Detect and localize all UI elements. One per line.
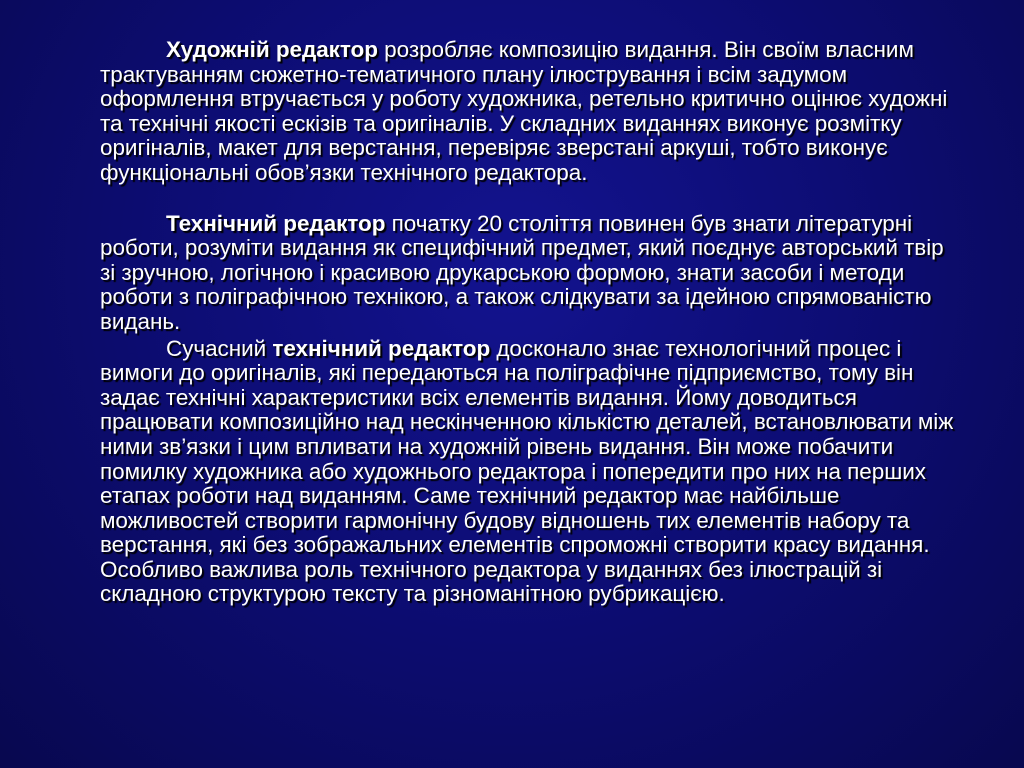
paragraph-technical-editor-history [100,212,962,335]
paragraph-technical-editor-history-text: початку 20 століття повинен був знати літературні роботи, розуміти видання як специфічний предмет, який поєднує авторський твір зі зручною, логічною і красивою друкарською формою, знати засоби і методи роботи з поліграфічною технікою, а також слідкувати за ідейною спрямованістю видань. [100,210,944,334]
term-modern-technical-editor: технічний редактор [272,335,491,361]
term-art-editor: Художній редактор [166,37,378,62]
paragraph-modern-technical-editor-text: досконало знає технологічний процес і вимоги до оригіналів, які передаються на поліграфічне підприємство, тому він задає технічні характеристики всіх елементів видання. Йому доводиться працювати композиційно над нескінченною кількістю деталей, встановлювати між ними зв’язки і цим впливати на художній рівень видання. Він може побачити помилку художника або художнього редактора і попередити про них на перших етапах роботи над виданням. Саме технічний редактор має найбільше можливостей створити гармонічну будову відношень тих елементів набору та верстання, які без зображальних елементів спроможні створити красу видання. Особливо важлива роль технічного редактора у виданнях без ілюстрацій зі складною структурою тексту та різноманітною рубрикацією. [100,335,954,607]
paragraph-modern-technical-editor [100,337,962,608]
term-technical-editor: Технічний редактор [166,210,386,236]
paragraph-art-editor [100,38,962,186]
paragraph-art-editor-text: розробляє композицію видання. Він своїм власним трактуванням сюжетно-тематичного плану ілюстрування і всім задумом оформлення втручається у роботу художника, ретельно критично оцінює художні та технічні якості ескізів та оригіналів. У складних виданнях виконує розмітку оригіналів, макет для верстання, перевіряє зверстані аркуші, тобто виконує функціональні обов’язки технічного редактора. [100,37,948,185]
paragraph-modern-lead: Сучасний [166,335,273,361]
slide-content [100,38,962,607]
